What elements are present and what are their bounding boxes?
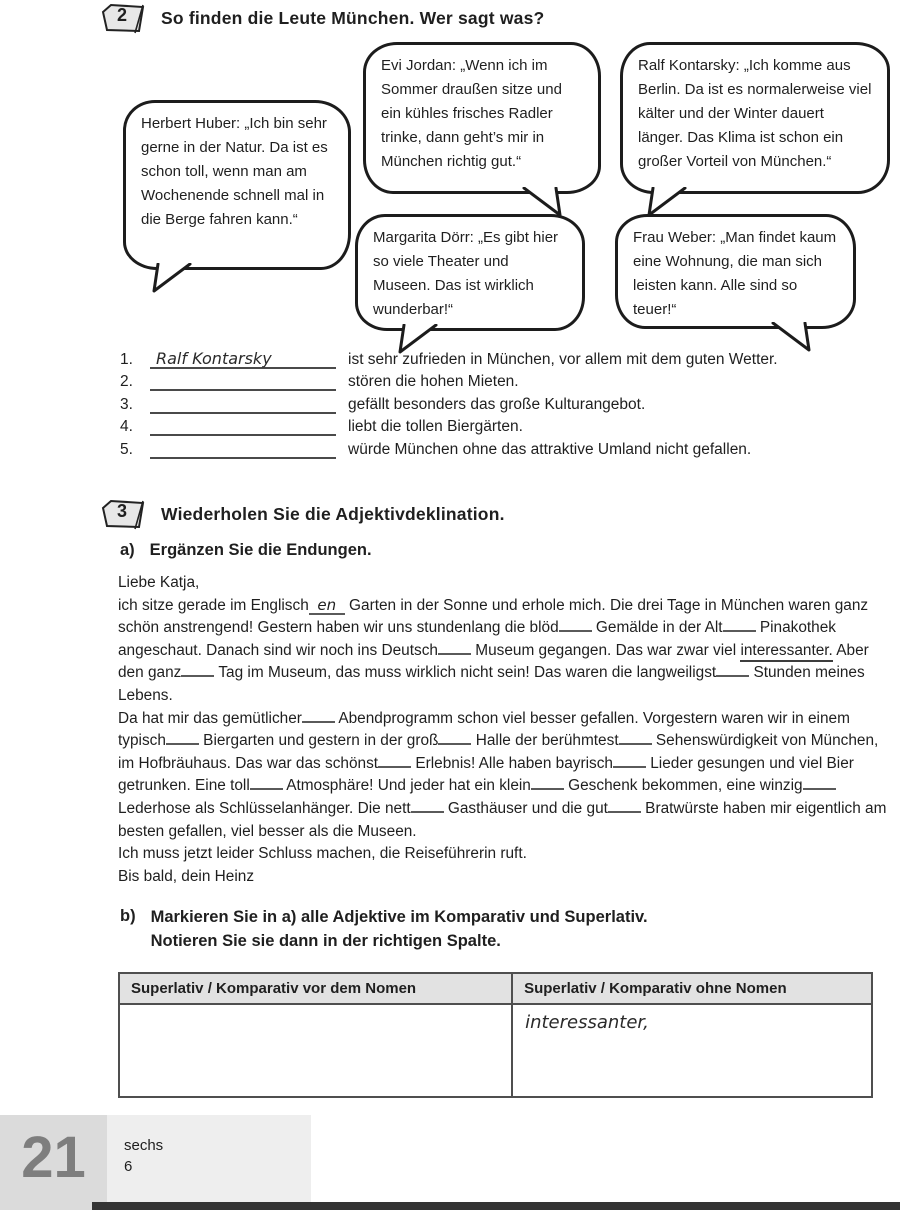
letter-segment: Pinakothek angeschaut. Danach sind wir noch ins Deutsch (118, 619, 836, 659)
page-number: 21 (21, 1125, 86, 1190)
bubble-tail-icon (150, 263, 194, 293)
speech-bubble-ralf (620, 42, 890, 194)
exercise2-number-badge (100, 2, 148, 34)
ending-blank (166, 731, 199, 745)
letter-segment: Sehenswürdigkeit von München, im Hofbräuhaus. Das war das schönst (118, 732, 879, 772)
ending-blank (438, 641, 471, 655)
letter-segment: Ich muss jetzt leider Schluss machen, die Reiseführerin ruft. (118, 845, 527, 863)
letter-segment: Erlebnis! Alle haben bayrisch (411, 754, 613, 772)
ending-blank (181, 663, 214, 677)
comparative-table (118, 972, 873, 1098)
ending-blank (613, 754, 646, 768)
speech-text: Evi Jordan: „Wenn ich im Sommer draußen sitze und ein kühles frisches Radler trinke, dann geht’s mir in München richtig gut.“ (381, 57, 562, 170)
fill-in-list (120, 346, 778, 459)
letter-segment: Lieder gesungen und viel Bier getrunken. Eine toll (118, 754, 854, 795)
item-number: 1. (120, 350, 133, 368)
bubble-tail-icon (520, 187, 564, 217)
letter-segment: Atmosphäre! Und jeder hat ein klein (282, 777, 531, 795)
ending-blank (250, 776, 283, 790)
speech-text: Herbert Huber: „Ich bin sehr gerne in der Natur. Da ist es schon toll, wenn man am Wochenende schnell mal in die Berge fahren kann.“ (141, 115, 328, 228)
ending-blank (619, 731, 652, 745)
part-b-header (120, 906, 648, 953)
ending-blank (608, 799, 641, 813)
ending-blank (803, 776, 836, 790)
exercise3-header (100, 498, 505, 530)
speech-bubble-herbert (123, 100, 351, 270)
letter-segment: Garten in der Sonne und erhole mich. Die drei Tage in München waren ganz schön anstrengend! Gestern haben wir uns stundenlang die blöd (118, 596, 869, 637)
speech-text: Frau Weber: „Man findet kaum eine Wohnung, die man sich leisten kann. Alle sind so teuer!“ (633, 229, 837, 318)
answer-line (150, 439, 336, 459)
ending-blank (723, 618, 756, 632)
speech-text: Margarita Dörr: „Es gibt hier so viele Theater und Museen. Das ist wirklich wunderbar!“ (373, 229, 559, 318)
letter-segment: ich sitze gerade im Englisch (118, 596, 309, 614)
list-item (120, 436, 778, 459)
table-cell-right: interessanter, (512, 1004, 872, 1097)
page-number-box (0, 1115, 107, 1210)
list-item (120, 391, 778, 414)
part-a-title: Ergänzen Sie die Endungen. (149, 541, 372, 559)
letter-segment: Biergarten und gestern in der groß (198, 732, 439, 750)
answer-line (150, 371, 336, 391)
letter-segment: Lederhose als Schlüsselanhänger. Die nett (118, 799, 411, 817)
ending-blank (302, 709, 335, 723)
list-item (120, 414, 778, 437)
item-text: liebt die tollen Biergärten. (348, 418, 523, 436)
speech-text: Ralf Kontarsky: „Ich komme aus Berlin. Da ist es normalerweise viel kälter und der Winter dauert länger. Das Klima ist schon ein großer Vorteil von München.“ (638, 57, 872, 170)
exercise3-number: 3 (116, 501, 127, 521)
part-b-label: b) (120, 907, 136, 925)
letter-segment: Gemälde in der Alt (591, 619, 723, 637)
page-digit: 6 (124, 1158, 133, 1175)
letter-segment: Tag im Museum, das muss wirklich nicht sein! Das waren die langweiligst (214, 664, 717, 682)
letter-text (118, 572, 894, 888)
list-item (120, 346, 778, 369)
letter-segment: Da hat mir das gemütlicher (118, 709, 302, 727)
letter-segment: Stunden meines Lebens. (118, 664, 865, 704)
item-text: ist sehr zufrieden in München, vor allem mit dem guten Wetter. (348, 350, 778, 368)
handwritten-answer: Ralf Kontarsky (156, 348, 272, 368)
ending-blank (716, 663, 749, 677)
part-b-instruction-line2: Notieren Sie sie dann in der richtigen Spalte. (150, 931, 501, 950)
letter-segment: Abendprogramm schon viel besser gefallen. Vorgestern waren wir in einem typisch (118, 709, 850, 750)
exercise3-title: Wiederholen Sie die Adjektivdeklination. (161, 503, 505, 524)
letter-segment: Aber den ganz (118, 641, 869, 682)
ending-blank (531, 776, 564, 790)
item-number: 3. (120, 395, 133, 413)
item-text: würde München ohne das attraktive Umland nicht gefallen. (348, 440, 752, 458)
table-cell-left (119, 1004, 512, 1097)
part-a-label: a) (120, 541, 135, 559)
exercise2-title: So finden die Leute München. Wer sagt was? (161, 7, 545, 28)
letter-segment: Bis bald, dein Heinz (118, 867, 255, 885)
item-number: 5. (120, 440, 133, 458)
item-text: stören die hohen Mieten. (348, 373, 519, 391)
speech-bubble-weber (615, 214, 856, 329)
table-header-left: Superlativ / Komparativ vor dem Nomen (119, 973, 512, 1004)
exercise3-number-badge (100, 498, 148, 530)
page-label-box (107, 1115, 311, 1210)
list-item (120, 369, 778, 392)
answer-line (150, 416, 336, 436)
speech-bubble-evi (363, 42, 601, 194)
exercise2-number: 2 (116, 5, 127, 25)
ending-blank (411, 799, 444, 813)
bubble-tail-icon (645, 187, 689, 217)
speech-bubble-margarita (355, 214, 585, 331)
ending-blank (378, 754, 411, 768)
part-b-instruction-line1: Markieren Sie in a) alle Adjektive im Komparativ und Superlativ. (150, 908, 648, 926)
page-word: sechs (124, 1137, 164, 1154)
letter-segment: Halle der berühmtest (471, 732, 619, 750)
item-number: 4. (120, 418, 133, 436)
ending-blank (559, 618, 592, 632)
item-text: gefällt besonders das große Kulturangebot. (348, 395, 646, 413)
answer-line (150, 349, 336, 369)
letter-segment: Geschenk bekommen, eine winzig (563, 777, 803, 795)
letter-segment: Gasthäuser und die gut (443, 799, 608, 817)
handwritten-ending: en (309, 598, 345, 615)
exercise2-header (100, 2, 544, 34)
marked-adjective: interessanter. (740, 642, 832, 662)
part-a-header (120, 541, 372, 560)
ending-blank (438, 731, 471, 745)
item-number: 2. (120, 373, 133, 391)
letter-segment: Liebe Katja, (118, 574, 200, 591)
page-edge-bar (92, 1202, 900, 1210)
letter-segment: Bratwürste haben mir eigentlich am besten gefallen, viel besser als die Museen. (118, 799, 887, 840)
letter-segment: Museum gegangen. Das war zwar viel (470, 641, 741, 659)
table-header-right: Superlativ / Komparativ ohne Nomen (512, 973, 872, 1004)
answer-line (150, 394, 336, 414)
